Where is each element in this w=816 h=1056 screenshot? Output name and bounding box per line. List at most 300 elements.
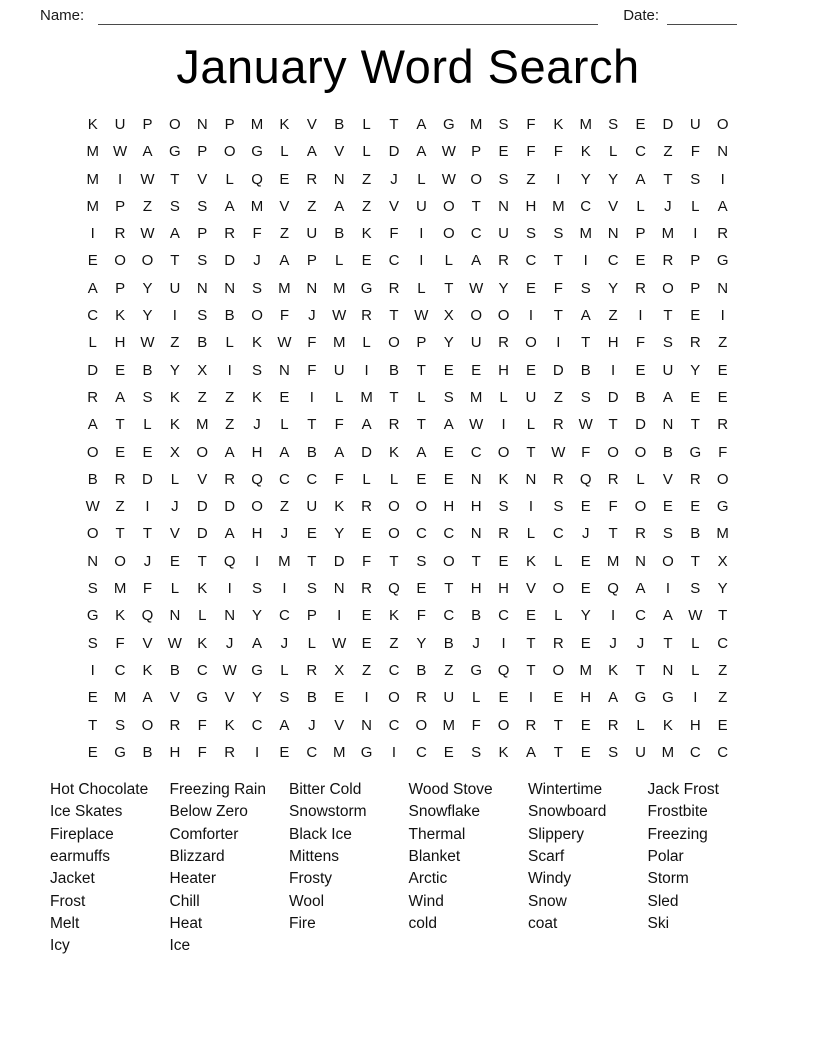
grid-cell: K — [115, 307, 126, 325]
grid-cell: R — [525, 716, 537, 734]
grid-cell: I — [665, 580, 670, 598]
grid-cell: A — [717, 197, 728, 215]
grid-cell: Y — [580, 170, 591, 188]
word-list-item: Arctic — [408, 870, 448, 888]
grid-cell: C — [717, 743, 729, 761]
grid-cell: B — [443, 634, 454, 652]
grid-cell: Y — [169, 361, 180, 379]
grid-cell: L — [389, 470, 399, 488]
grid-cell: B — [635, 388, 646, 406]
grid-cell: T — [663, 170, 673, 188]
grid-cell: N — [635, 552, 646, 570]
grid-cell: C — [415, 743, 427, 761]
grid-cell: A — [361, 416, 372, 434]
grid-cell: P — [690, 252, 701, 270]
grid-cell: L — [88, 334, 97, 352]
word-list-item: Storm — [647, 870, 689, 888]
grid-cell: S — [115, 716, 126, 734]
grid-cell: E — [471, 361, 482, 379]
grid-cell: E — [416, 470, 427, 488]
grid-cell: Z — [142, 197, 153, 215]
grid-cell: A — [471, 252, 482, 270]
header — [0, 0, 816, 25]
grid-cell: R — [498, 252, 509, 270]
grid-cell: O — [497, 443, 510, 461]
grid-cell: X — [169, 443, 180, 461]
grid-cell: G — [689, 443, 702, 461]
grid-cell: T — [389, 116, 399, 133]
grid-cell: W — [441, 170, 456, 188]
grid-cell: B — [87, 470, 98, 488]
grid-cell: E — [361, 525, 372, 543]
grid-cell: K — [608, 661, 619, 679]
grid-row — [79, 247, 737, 274]
grid-cell: O — [196, 443, 209, 461]
word-list-item: Jack Frost — [647, 781, 719, 799]
grid-cell: T — [581, 334, 591, 352]
grid-cell: M — [661, 225, 675, 243]
grid-cell: S — [608, 743, 619, 761]
grid-cell: T — [718, 607, 728, 625]
grid-cell: U — [306, 498, 318, 516]
grid-cell: T — [389, 552, 399, 570]
grid-cell: E — [580, 634, 591, 652]
grid-cell: F — [142, 580, 153, 598]
grid-row — [79, 193, 737, 220]
word-list-item: Wintertime — [528, 781, 603, 799]
grid-row — [79, 466, 737, 493]
word-list-item: Freezing — [647, 825, 708, 843]
word-list-item: earmuffs — [50, 848, 111, 866]
grid-cell: C — [306, 743, 318, 761]
grid-cell: H — [251, 525, 263, 543]
grid-cell: E — [525, 361, 536, 379]
grid-cell: O — [552, 580, 565, 598]
grid-cell: U — [662, 361, 674, 379]
grid-cell: T — [553, 252, 563, 270]
grid-cell: F — [334, 470, 344, 488]
grid-cell: K — [334, 498, 345, 516]
grid-cell: T — [690, 416, 700, 434]
grid-cell: T — [471, 197, 481, 215]
grid-cell: U — [443, 689, 455, 707]
grid-cell: R — [607, 716, 619, 734]
grid-cell: X — [334, 661, 345, 679]
grid-cell: A — [525, 743, 536, 761]
word-list-item: coat — [528, 914, 558, 932]
grid-cell: T — [663, 634, 673, 652]
grid-cell: W — [140, 225, 155, 243]
grid-cell: N — [224, 279, 236, 297]
grid-cell: E — [580, 552, 591, 570]
grid-cell: B — [690, 525, 701, 543]
grid-cell: H — [689, 716, 701, 734]
grid-cell: H — [525, 197, 537, 215]
word-list-item: Wood Stove — [408, 781, 493, 799]
grid-row — [79, 630, 737, 657]
page-title: January Word Search — [176, 40, 640, 93]
grid-cell: T — [197, 552, 207, 570]
grid-cell: F — [690, 143, 700, 161]
grid-cell: S — [471, 743, 482, 761]
word-list-item: Blizzard — [169, 848, 225, 866]
grid-cell: F — [471, 716, 481, 734]
grid-cell: R — [87, 388, 99, 406]
grid-cell: V — [169, 525, 180, 543]
grid-cell: A — [416, 116, 427, 133]
word-list-item: Icy — [50, 937, 70, 955]
grid-cell: T — [142, 525, 153, 543]
grid-cell: U — [333, 361, 345, 379]
grid-cell: Z — [279, 498, 290, 516]
grid-row — [79, 275, 737, 302]
grid-cell: K — [388, 607, 399, 625]
grid-cell: A — [279, 443, 290, 461]
grid-cell: H — [114, 334, 126, 352]
grid-cell: F — [197, 716, 207, 734]
grid-cell: N — [717, 279, 729, 297]
grid-cell: V — [224, 689, 235, 707]
grid-row — [79, 520, 737, 547]
grid-cell: M — [278, 279, 291, 297]
grid-cell: O — [552, 661, 565, 679]
grid-cell: E — [717, 361, 728, 379]
grid-cell: B — [334, 225, 345, 243]
grid-cell: W — [167, 634, 182, 652]
grid-cell: L — [170, 470, 180, 488]
grid-cell: O — [114, 252, 126, 270]
grid-cell: E — [279, 170, 290, 188]
grid-cell: T — [526, 661, 536, 679]
grid-row — [79, 302, 737, 329]
word-list-column — [170, 779, 290, 957]
grid-cell: L — [335, 252, 344, 270]
grid-cell: R — [388, 416, 400, 434]
word-list-item: Melt — [50, 914, 80, 932]
grid-cell: Z — [362, 170, 372, 188]
grid-cell: K — [580, 143, 591, 161]
grid-cell: C — [607, 252, 619, 270]
grid-cell: N — [607, 225, 619, 243]
grid-cell: O — [716, 470, 729, 488]
grid-cell: N — [87, 552, 99, 570]
grid-cell: L — [636, 197, 645, 215]
grid-cell: N — [662, 661, 674, 679]
grid-cell: E — [361, 252, 372, 270]
grid-cell: S — [580, 388, 591, 406]
grid-cell: L — [471, 689, 481, 707]
word-list-item: Ski — [647, 914, 670, 932]
grid-cell: E — [142, 443, 153, 461]
grid-cell: G — [662, 689, 674, 707]
word-list-item: Mittens — [289, 848, 339, 866]
grid-cell: Q — [607, 580, 619, 598]
grid-cell: A — [224, 525, 235, 543]
grid-cell: T — [115, 416, 125, 434]
grid-cell: E — [690, 498, 701, 516]
grid-cell: R — [717, 416, 729, 434]
grid-cell: S — [252, 361, 263, 379]
grid-cell: S — [690, 580, 701, 598]
grid-cell: L — [280, 661, 289, 679]
grid-cell: K — [169, 388, 180, 406]
grid-cell: B — [416, 661, 427, 679]
grid-cell: I — [501, 634, 506, 652]
word-list-item: Bitter Cold — [289, 781, 362, 799]
grid-cell: S — [608, 116, 619, 133]
grid-cell: D — [196, 525, 208, 543]
grid-cell: I — [391, 743, 397, 761]
grid-cell: S — [662, 334, 673, 352]
word-list-item: Frosty — [289, 870, 333, 888]
grid-cell: C — [388, 661, 400, 679]
grid-cell: N — [717, 143, 729, 161]
grid-cell: S — [169, 197, 180, 215]
grid-cell: A — [635, 580, 646, 598]
grid-cell: O — [470, 307, 482, 325]
grid-cell: H — [443, 498, 455, 516]
grid-cell: N — [470, 470, 482, 488]
grid-cell: S — [498, 170, 509, 188]
grid-cell: V — [279, 197, 290, 215]
grid-cell: S — [279, 689, 290, 707]
grid-cell: J — [636, 634, 645, 652]
grid-cell: E — [525, 279, 536, 297]
grid-cell: J — [609, 634, 617, 652]
grid-cell: S — [443, 388, 454, 406]
word-list-item: Jacket — [50, 870, 95, 888]
grid-cell: A — [416, 143, 427, 161]
grid-cell: B — [142, 361, 153, 379]
grid-cell: A — [416, 443, 427, 461]
grid-cell: E — [443, 743, 454, 761]
word-list-item: Polar — [647, 848, 684, 866]
grid-cell: M — [196, 416, 209, 434]
grid-cell: E — [443, 470, 454, 488]
grid-cell: E — [334, 689, 345, 707]
grid-cell: F — [526, 143, 536, 161]
grid-cell: B — [224, 307, 235, 325]
grid-cell: R — [169, 716, 181, 734]
grid-cell: L — [526, 416, 536, 434]
grid-cell: U — [114, 116, 126, 133]
grid-cell: G — [114, 743, 126, 761]
word-list-item: Fireplace — [50, 825, 114, 843]
grid-cell: Z — [362, 197, 372, 215]
grid-cell: E — [717, 388, 728, 406]
grid-cell: C — [635, 607, 646, 625]
grid-cell: A — [334, 443, 345, 461]
word-list-item: Heat — [169, 914, 203, 932]
grid-cell: V — [306, 116, 317, 133]
grid-cell: T — [526, 443, 536, 461]
grid-cell: R — [306, 661, 318, 679]
grid-cell: A — [142, 143, 153, 161]
grid-cell: C — [689, 743, 701, 761]
grid-cell: C — [443, 607, 455, 625]
grid-cell: P — [142, 116, 153, 133]
grid-cell: W — [469, 416, 484, 434]
grid-cell: Z — [225, 416, 235, 434]
grid-cell: N — [333, 170, 345, 188]
word-list-item: Ice — [169, 937, 191, 955]
grid-cell: W — [140, 170, 155, 188]
grid-cell: A — [252, 634, 263, 652]
grid-cell: X — [717, 552, 728, 570]
grid-cell: J — [308, 307, 316, 325]
grid-cell: D — [87, 361, 99, 379]
grid-cell: L — [225, 170, 234, 188]
grid-cell: L — [554, 552, 563, 570]
grid-cell: S — [690, 170, 701, 188]
grid-cell: C — [87, 307, 99, 325]
grid-cell: W — [469, 279, 484, 297]
grid-cell: Y — [608, 170, 619, 188]
grid-cell: Y — [334, 525, 345, 543]
word-list-item: cold — [408, 914, 437, 932]
grid-cell: Y — [142, 279, 153, 297]
grid-cell: D — [333, 552, 345, 570]
grid-cell: E — [635, 252, 646, 270]
grid-row — [79, 138, 737, 165]
word-list-item: Comforter — [169, 825, 239, 843]
grid-cell: A — [224, 197, 235, 215]
grid-cell: M — [469, 116, 483, 133]
word-list-item: Below Zero — [169, 803, 248, 821]
grid-cell: K — [279, 116, 290, 133]
grid-cell: E — [443, 361, 454, 379]
grid-cell: L — [170, 580, 180, 598]
grid-cell: T — [416, 416, 426, 434]
grid-cell: S — [553, 225, 564, 243]
grid-cell: L — [636, 470, 645, 488]
grid-cell: V — [169, 689, 180, 707]
grid-cell: P — [471, 143, 482, 161]
date-label: Date: — [623, 7, 660, 24]
grid-cell: E — [635, 116, 646, 133]
grid-cell: Q — [251, 470, 263, 488]
grid-cell: F — [307, 361, 317, 379]
grid-cell: Z — [444, 661, 454, 679]
grid-cell: E — [580, 743, 591, 761]
grid-cell: C — [498, 607, 509, 625]
grid-row — [79, 111, 737, 138]
grid-cell: O — [251, 498, 263, 516]
grid-cell: A — [279, 716, 290, 734]
grid-cell: T — [471, 552, 481, 570]
grid-cell: R — [689, 470, 701, 488]
grid-cell: W — [140, 334, 155, 352]
grid-cell: G — [634, 689, 647, 707]
grid-cell: E — [169, 552, 180, 570]
grid-cell: F — [553, 279, 563, 297]
grid-cell: O — [662, 279, 674, 297]
grid-cell: T — [389, 307, 399, 325]
grid-cell: N — [361, 716, 373, 734]
grid-cell: T — [170, 170, 180, 188]
grid-cell: O — [634, 498, 647, 516]
grid-cell: C — [114, 661, 126, 679]
grid-cell: S — [498, 116, 509, 133]
grid-cell: L — [417, 388, 426, 406]
word-list-item: Snow — [528, 892, 567, 910]
grid-cell: J — [390, 170, 398, 188]
grid-cell: C — [415, 525, 427, 543]
grid-cell: W — [414, 307, 429, 325]
grid-cell: O — [141, 252, 154, 270]
grid-row — [79, 684, 737, 711]
word-list-column — [289, 779, 409, 957]
word-list-item: Heater — [169, 870, 217, 888]
grid-cell: R — [552, 416, 564, 434]
grid-cell: T — [115, 525, 125, 543]
grid-cell: D — [635, 416, 646, 434]
grid-cell: V — [334, 143, 345, 161]
word-list-item: Blanket — [408, 848, 461, 866]
grid-cell: P — [306, 252, 317, 270]
grid-cell: I — [501, 416, 506, 434]
grid-cell: T — [553, 743, 563, 761]
grid-cell: M — [579, 225, 592, 243]
grid-cell: M — [332, 279, 346, 297]
grid-cell: K — [498, 470, 509, 488]
grid-row — [79, 602, 737, 629]
grid-cell: M — [250, 116, 264, 133]
grid-cell: I — [90, 661, 95, 679]
grid-cell: R — [552, 470, 564, 488]
grid-cell: B — [169, 661, 180, 679]
grid-cell: J — [308, 716, 316, 734]
grid-cell: Y — [252, 607, 263, 625]
grid-cell: S — [252, 580, 263, 598]
grid-cell: L — [691, 634, 700, 652]
word-list-item: Frostbite — [647, 803, 708, 821]
grid-row — [79, 657, 737, 684]
name-label: Name: — [40, 7, 85, 24]
grid-cell: W — [222, 661, 237, 679]
grid-cell: I — [556, 334, 561, 352]
grid-cell: E — [690, 388, 701, 406]
grid-cell: M — [552, 197, 565, 215]
grid-cell: C — [388, 716, 400, 734]
grid-cell: W — [551, 443, 566, 461]
word-list-item: Fire — [289, 914, 316, 932]
grid-cell: R — [415, 689, 427, 707]
grid-cell: A — [662, 388, 673, 406]
grid-cell: O — [169, 116, 181, 133]
grid-cell: L — [554, 607, 563, 625]
grid-cell: M — [661, 743, 675, 761]
grid-cell: K — [197, 580, 208, 598]
grid-cell: K — [498, 743, 509, 761]
grid-cell: H — [607, 334, 619, 352]
grid-cell: B — [306, 443, 317, 461]
grid-cell: T — [307, 416, 317, 434]
grid-cell: T — [170, 252, 180, 270]
grid-cell: F — [115, 634, 125, 652]
grid-cell: M — [86, 170, 99, 188]
grid-cell: G — [716, 252, 729, 270]
grid-cell: S — [553, 498, 564, 516]
grid-cell: Y — [580, 607, 591, 625]
grid-cell: F — [362, 552, 372, 570]
grid-cell: V — [388, 197, 399, 215]
grid-cell: C — [470, 225, 482, 243]
grid-cell: C — [580, 197, 592, 215]
grid-cell: K — [169, 416, 180, 434]
grid-cell: N — [525, 470, 537, 488]
word-list-item: Windy — [528, 870, 572, 888]
